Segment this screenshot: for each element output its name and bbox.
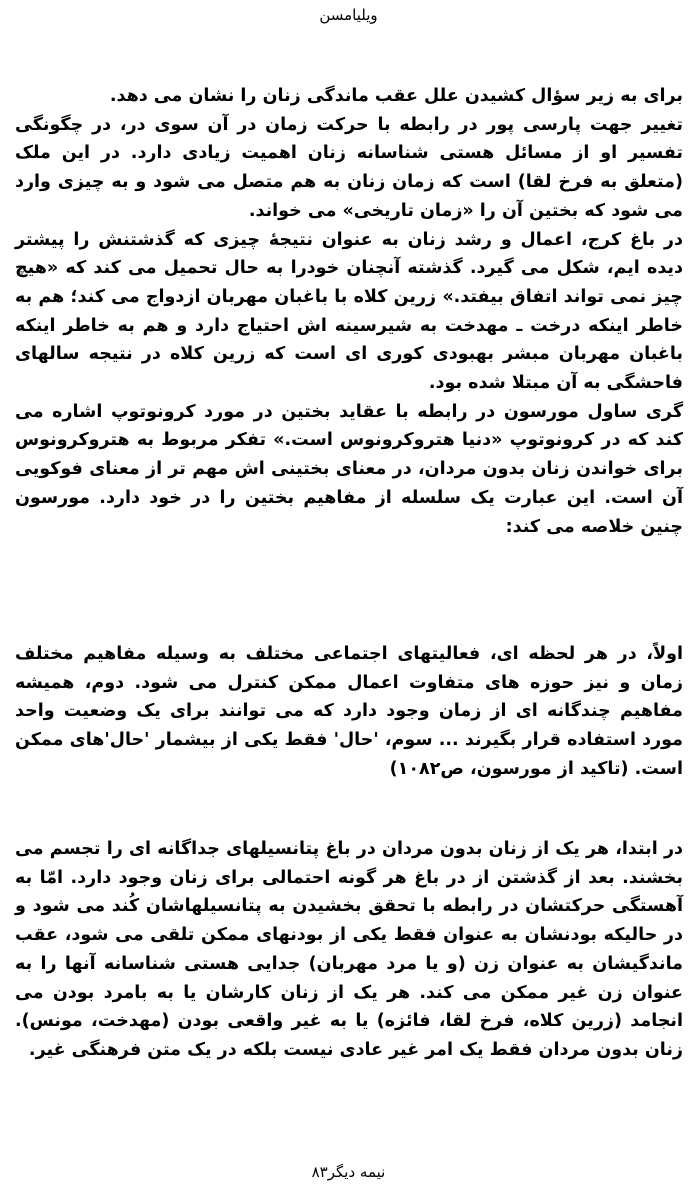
paragraph-2: تغییر جهت پارسی پور در رابطه با حرکت زمان در آن سوی در، در چگونگی تفسیر او از مسائل هستی شناسانه زنان اهمیت زیادی دارد. در این ملک (متعلق به فرخ لقا) است که زمان زنان به هم متصل می شود و به چیزی وارد می شود که بختین آن را «زمان تاریخی» می خواند. <box>15 114 683 221</box>
paragraph-1: برای به زیر سؤال کشیدن علل عقب ماندگی زنان را نشان می دهد. <box>109 86 683 106</box>
paragraph-4: گری ساول مورسون در رابطه با عقاید بختین در مورد کرونوتوپ اشاره می کند که در کرونوتوپ «دنیا هتروکرونوس است.» تفکر مربوط به هتروکرونوس برای خواندن زنان بدون مردان، در معنای بختینی اش مهم تر از معنای فوکویی آن است. این عبارت یک سلسله از مفاهیم بختین را در خود دارد. مورسون چنین خلاصه می کند: <box>15 401 683 537</box>
section-1 <box>15 82 683 541</box>
paragraph-3: در باغ کرج، اعمال و رشد زنان به عنوان نتیجهٔ چیزی که گذشتنش را پیشتر دیده ایم، شکل می گیرد. گذشته آنچنان خودرا به حال تحمیل می کند که «هیچ چیز نمی تواند اتفاق بیفتد.» زرین کلاه با باغبان مهربان ازدواج می کند؛ هم به خاطر اینکه درخت ـ مهدخت به شیرسینه اش احتیاج دارد و هم به خاطر اینکه باغبان مهربان مبشر بهبودی کوری ای است که زرین کلاه در نتیجه سالهای فاحشگی به آن مبتلا شده بود. <box>15 229 683 394</box>
section-2: در ابتدا، هر یک از زنان بدون مردان در باغ پتانسیلهای جداگانه ای را تجسم می بخشند. بعد از گذشتن از در باغ هر گونه احتمالی برای زنان وجود دارد. امّا به آهستگی حرکتشان در رابطه با تحقق بخشیدن به پتانسیلهاشان کُند می شود و در حالیکه بودنشان به عنوان فقط یکی از بودنهای ممکن تلقی می شود، عقب ماندگیشان به عنوان زن (و یا مرد مهربان) جدایی هستی شناسانه آنها را به عنوان زن غیر ممکن می کند. هر یک از زنان کارشان یا به بامرد بودن می انجامد (زرین کلاه، فرخ لقا، فائزه) یا به غیر واقعی بودن (مهدخت، مونس). زنان بدون مردان فقط یک امر غیر عادی نیست بلکه در یک متن فرهنگی غیر. <box>15 839 683 1060</box>
page-footer: نیمه دیگر۸۳ <box>311 1163 386 1181</box>
page-header: ویلیامسن <box>319 6 378 24</box>
block-quote: اولاً، در هر لحظه ای، فعالیتهای اجتماعی مختلف به وسیله مفاهیم مختلف زمان و نیز حوزه های متفاوت اعمال ممکن کنترل می شود. دوم، همیشه مفاهیم چندگانه ای از زمان وجود دارد که می توانند برای یک وضعیت واحد مورد استفاده قرار بگیرند ... سوم، 'حال' فقط یکی از بیشمار 'حال'های ممکن است. (تاکید از مورسون، ص۱۰۸۲) <box>15 644 683 779</box>
